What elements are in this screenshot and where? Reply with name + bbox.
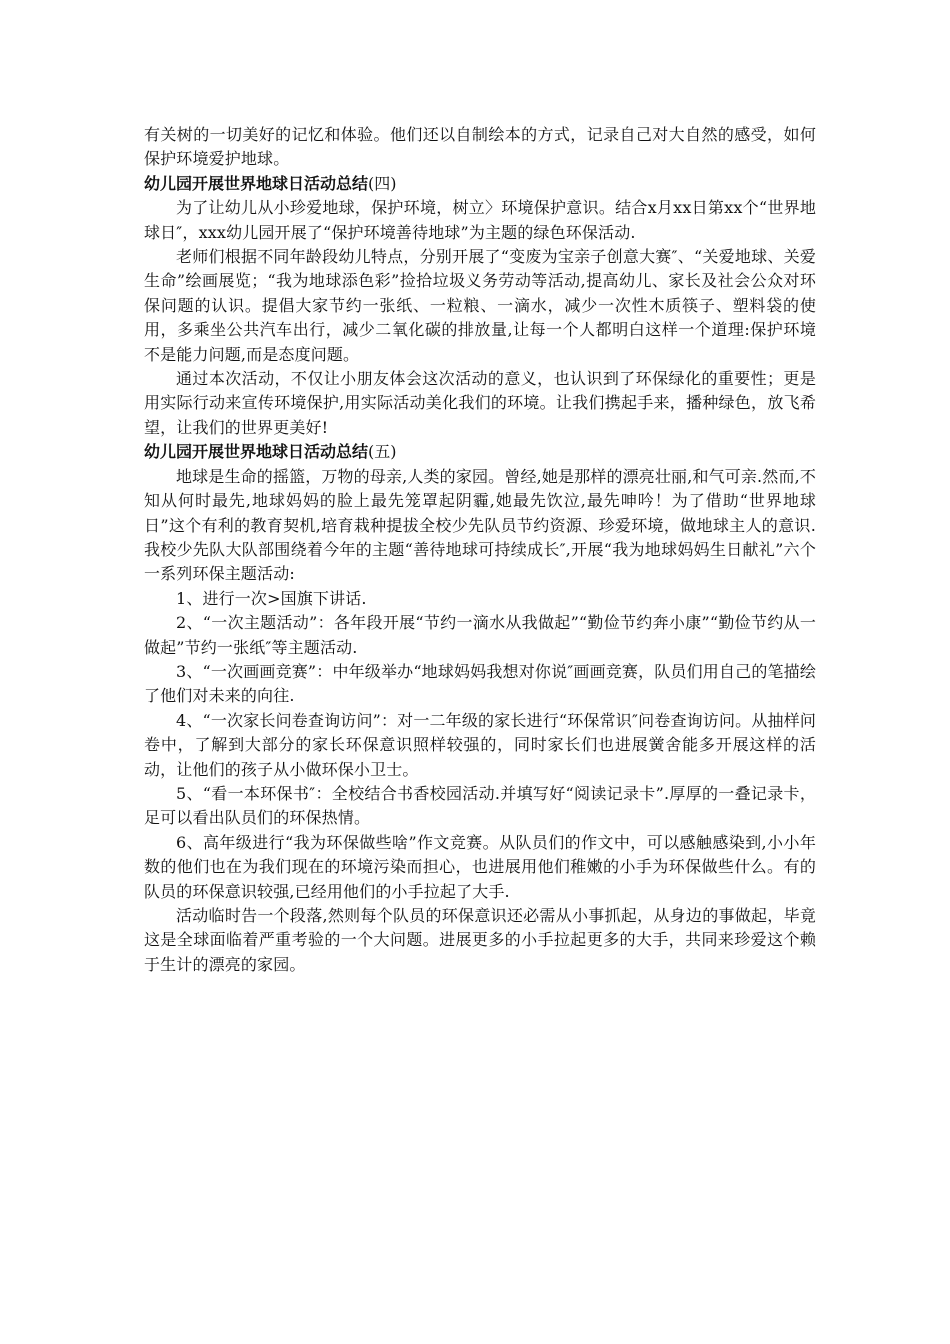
section-5-item-6: 6、高年级进行“我为环保做些啥”作文竞赛。从队员们的作文中，可以感触感染到,小小年数的他们也在为我们现在的环境污染而担心，也进展用他们稚嫩的小手为环保做些什么。有的队员的环保意识较强,已经用他们的小手拉起了大手. — [144, 832, 816, 901]
section-5-item-2: 2、“一次主题活动”：各年段开展“节约一滴水从我做起”“勤俭节约奔小康”“勤俭节约从一做起”节约一张纸″等主题活动. — [144, 613, 816, 657]
section-5-item-5: 5、“看一本环保书″：全校结合书香校园活动.并填写好“阅读记录卡”.厚厚的一叠记录卡，足可以看出队员们的环保热情。 — [144, 783, 816, 828]
section-5-item-3: 3、“一次画画竞赛”：中年级举办“地球妈妈我想对你说″画画竞赛，队员们用自己的笔描绘了他们对未来的向往. — [144, 661, 816, 706]
section-4-paragraph-2: 老师们根据不同年龄段幼儿特点，分别开展了“变废为宝亲子创意大赛″、“关爱地球、关爱生命”绘画展览；“我为地球添色彩”捡拾垃圾义务劳动等活动,提高幼儿、家长及社会公众对环保问题的认识。提倡大家节约一张纸、一粒粮、一滴水，减少一次性木质筷子、塑料袋的使用，多乘坐公共汽车出行，减少二氧化碳的排放量,让每一个人都明白这样一个道理:保护环境不是能力问题,而是态度问题。 — [144, 247, 816, 364]
section-4-paragraph-3: 通过本次活动，不仅让小朋友体会这次活动的意义，也认识到了环保绿化的重要性；更是用实际行动来宣传环境保护,用实际活动美化我们的环境。让我们携起手来，播种绿色，放飞希望，让我们的世界更美好! — [144, 369, 816, 437]
section-5-item-1: 1、进行一次>国旗下讲话. — [176, 588, 367, 608]
section-5-title: 幼儿园开展世界地球日活动总结 — [144, 442, 369, 462]
intro-paragraph: 有关树的一切美好的记忆和体验。他们还以自制绘本的方式，记录自己对大自然的感受，如何保护环境爱护地球。 — [144, 125, 816, 169]
section-4-heading — [144, 172, 816, 196]
section-5-paragraph-1: 地球是生命的摇篮，万物的母亲,人类的家园。曾经,她是那样的漂亮壮丽,和气可亲.然而,不知从何时最先,地球妈妈的脸上最先笼罩起阴霾,她最先饮泣,最先呻吟！为了借助“世界地球日”这个有利的教育契机,培育栽种提拔全校少先队员节约资源、珍爱环境，做地球主人的意识.我校少先队大队部围绕着今年的主题“善待地球可持续成长″,开展“我为地球妈妈生日献礼”六个一系列环保主题活动: — [144, 466, 816, 584]
section-5-number: (五) — [368, 442, 397, 462]
section-4-number: (四) — [368, 173, 397, 193]
section-4-paragraph-1: 为了让幼儿从小珍爱地球，保护环境，树立〉环境保护意识。结合x月xx日第xx个“世界地球日″，xxx幼儿园开展了“保护环境善待地球”为主题的绿色环保活动. — [144, 198, 816, 242]
section-5-item-4: 4、“一次家长问卷查询访问”：对一二年级的家长进行“环保常识″问卷查询访问。从抽样问卷中，了解到大部分的家长环保意识照样较强的，同时家长们也进展黉舍能多开展这样的活动，让他们的孩子从小做环保小卫士。 — [144, 710, 816, 779]
section-5-heading — [144, 440, 816, 464]
section-5-closing-paragraph: 活动临时告一个段落,然则每个队员的环保意识还必需从小事抓起，从身边的事做起，毕竟这是全球面临着严重考验的一个大问题。进展更多的小手拉起更多的大手，共同来珍爱这个赖于生计的漂亮的家园。 — [144, 906, 816, 974]
section-4-title: 幼儿园开展世界地球日活动总结 — [144, 173, 369, 193]
document-page — [144, 123, 816, 977]
